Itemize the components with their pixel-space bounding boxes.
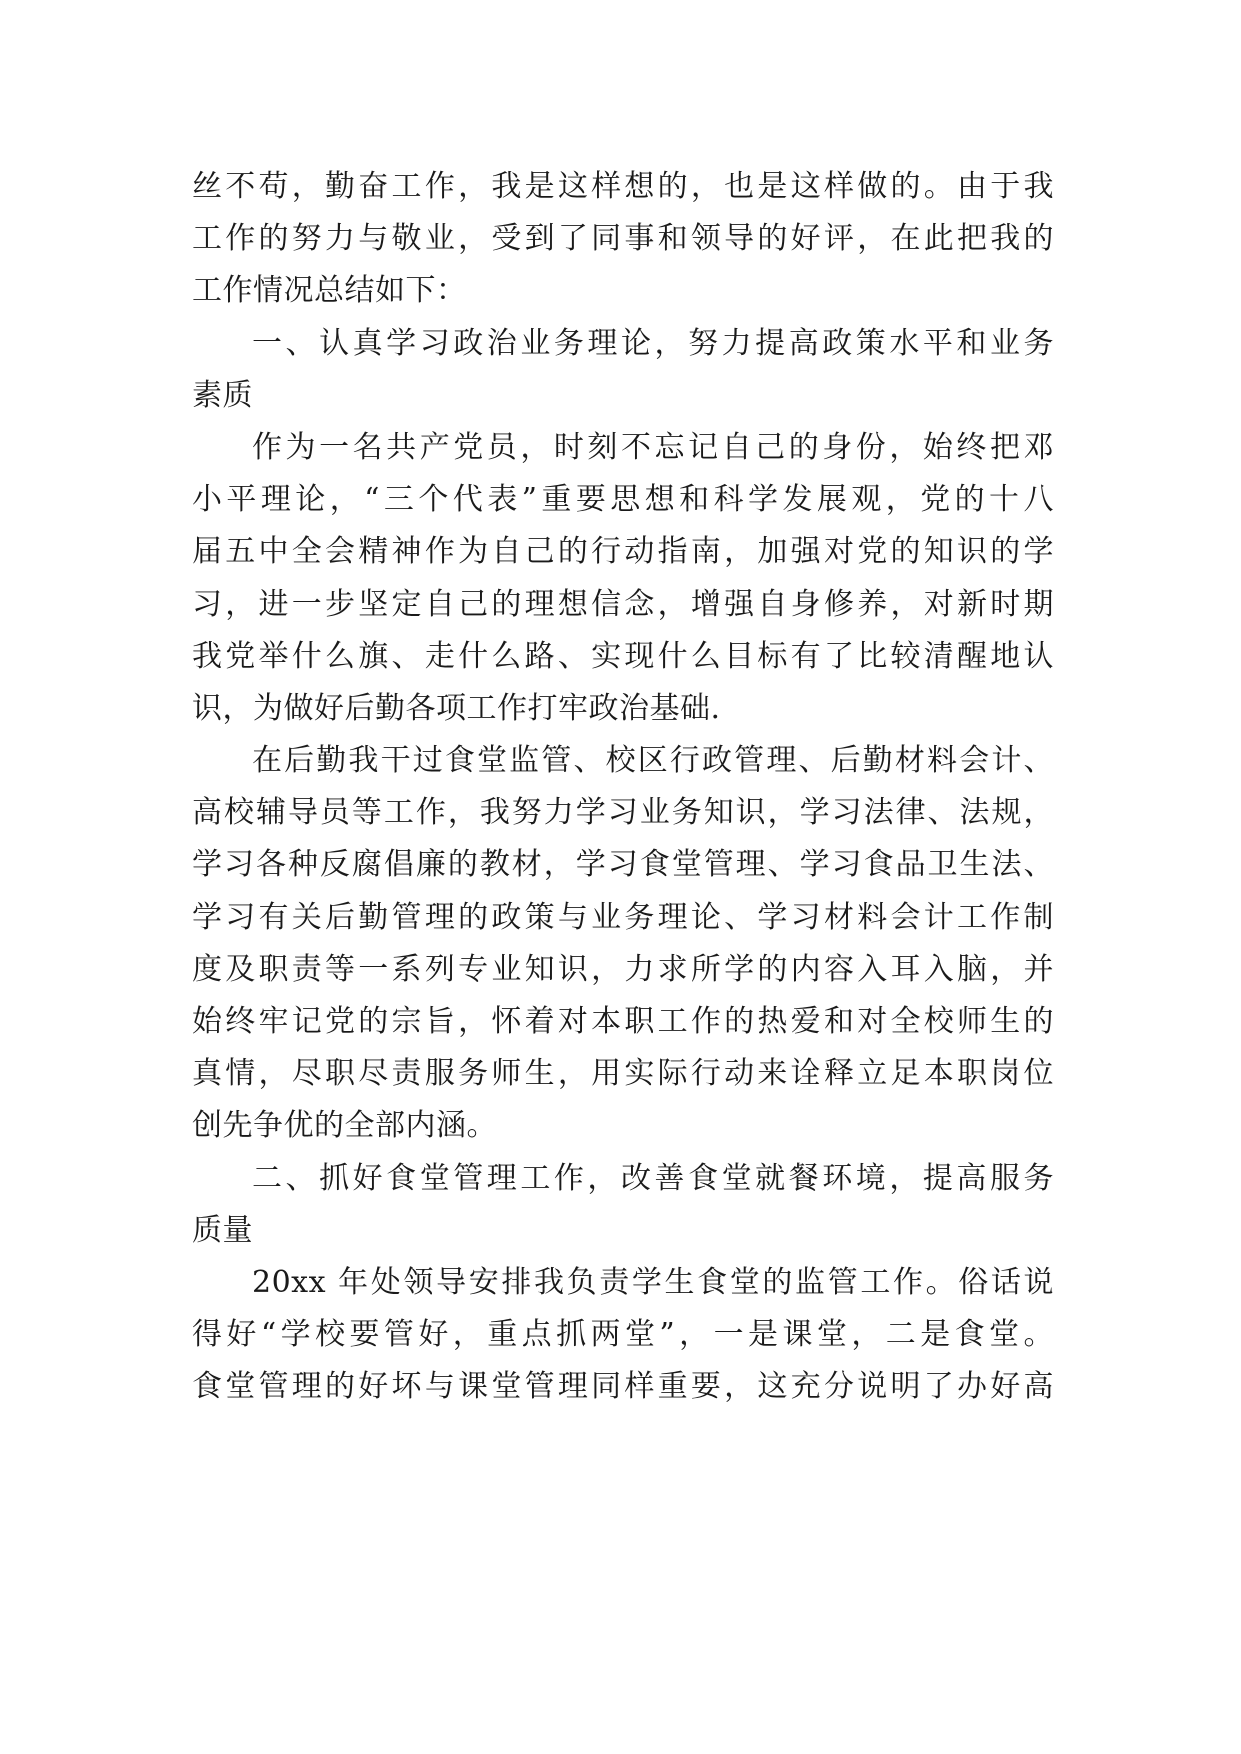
text-line: 一、认真学习政治业务理论，努力提高政策水平和业务 <box>252 325 1054 361</box>
text-line: 二、抓好食堂管理工作，改善食堂就餐环境，提高服务 <box>252 1160 1054 1196</box>
text-line: 在后勤我干过食堂监管、校区行政管理、后勤材料会计、 <box>252 743 1054 779</box>
document-body <box>192 161 1054 1414</box>
paragraph <box>192 161 1054 318</box>
paragraph <box>192 1257 1054 1414</box>
text-line: 小平理论，“三个代表”重要思想和科学发展观，党的十八 <box>192 482 1054 518</box>
text-line: 识，为做好后勤各项工作打牢政治基础. <box>192 690 721 726</box>
paragraph <box>192 735 1054 1153</box>
text-line: 学习有关后勤管理的政策与业务理论、学习材料会计工作制 <box>192 899 1054 935</box>
text-line: 届五中全会精神作为自己的行动指南，加强对党的知识的学 <box>192 534 1054 570</box>
text-line: 素质 <box>192 377 253 413</box>
text-line: 丝不苟，勤奋工作，我是这样想的，也是这样做的。由于我 <box>192 169 1054 204</box>
text-line: 习，进一步坚定自己的理想信念，增强自身修养，对新时期 <box>192 586 1054 622</box>
text-line: 学习各种反腐倡廉的教材，学习食堂管理、学习食品卫生法、 <box>192 847 1054 883</box>
text-line: 作为一名共产党员，时刻不忘记自己的身份，始终把邓 <box>252 429 1054 465</box>
text-line: 20xx 年处领导安排我负责学生食堂的监管工作。俗话说 <box>252 1264 1054 1300</box>
text-line: 始终牢记党的宗旨，怀着对本职工作的热爱和对全校师生的 <box>192 1004 1054 1039</box>
paragraph <box>192 1153 1054 1257</box>
text-line: 工作情况总结如下： <box>192 273 467 309</box>
paragraph <box>192 318 1054 422</box>
text-line: 度及职责等一系列专业知识，力求所学的内容入耳入脑，并 <box>192 951 1054 987</box>
text-line: 创先争优的全部内涵。 <box>192 1108 497 1144</box>
text-line: 我党举什么旗、走什么路、实现什么目标有了比较清醒地认 <box>192 638 1054 674</box>
text-line: 工作的努力与敬业，受到了同事和领导的好评，在此把我的 <box>192 221 1054 257</box>
text-line: 质量 <box>192 1212 253 1248</box>
paragraph <box>192 422 1054 735</box>
text-line: 真情，尽职尽责服务师生，用实际行动来诠释立足本职岗位 <box>192 1056 1054 1092</box>
text-line: 高校辅导员等工作，我努力学习业务知识，学习法律、法规， <box>192 795 1054 831</box>
text-line: 食堂管理的好坏与课堂管理同样重要，这充分说明了办好高 <box>192 1369 1054 1405</box>
text-line: 得好“学校要管好，重点抓两堂”，一是课堂，二是食堂。 <box>192 1317 1054 1353</box>
